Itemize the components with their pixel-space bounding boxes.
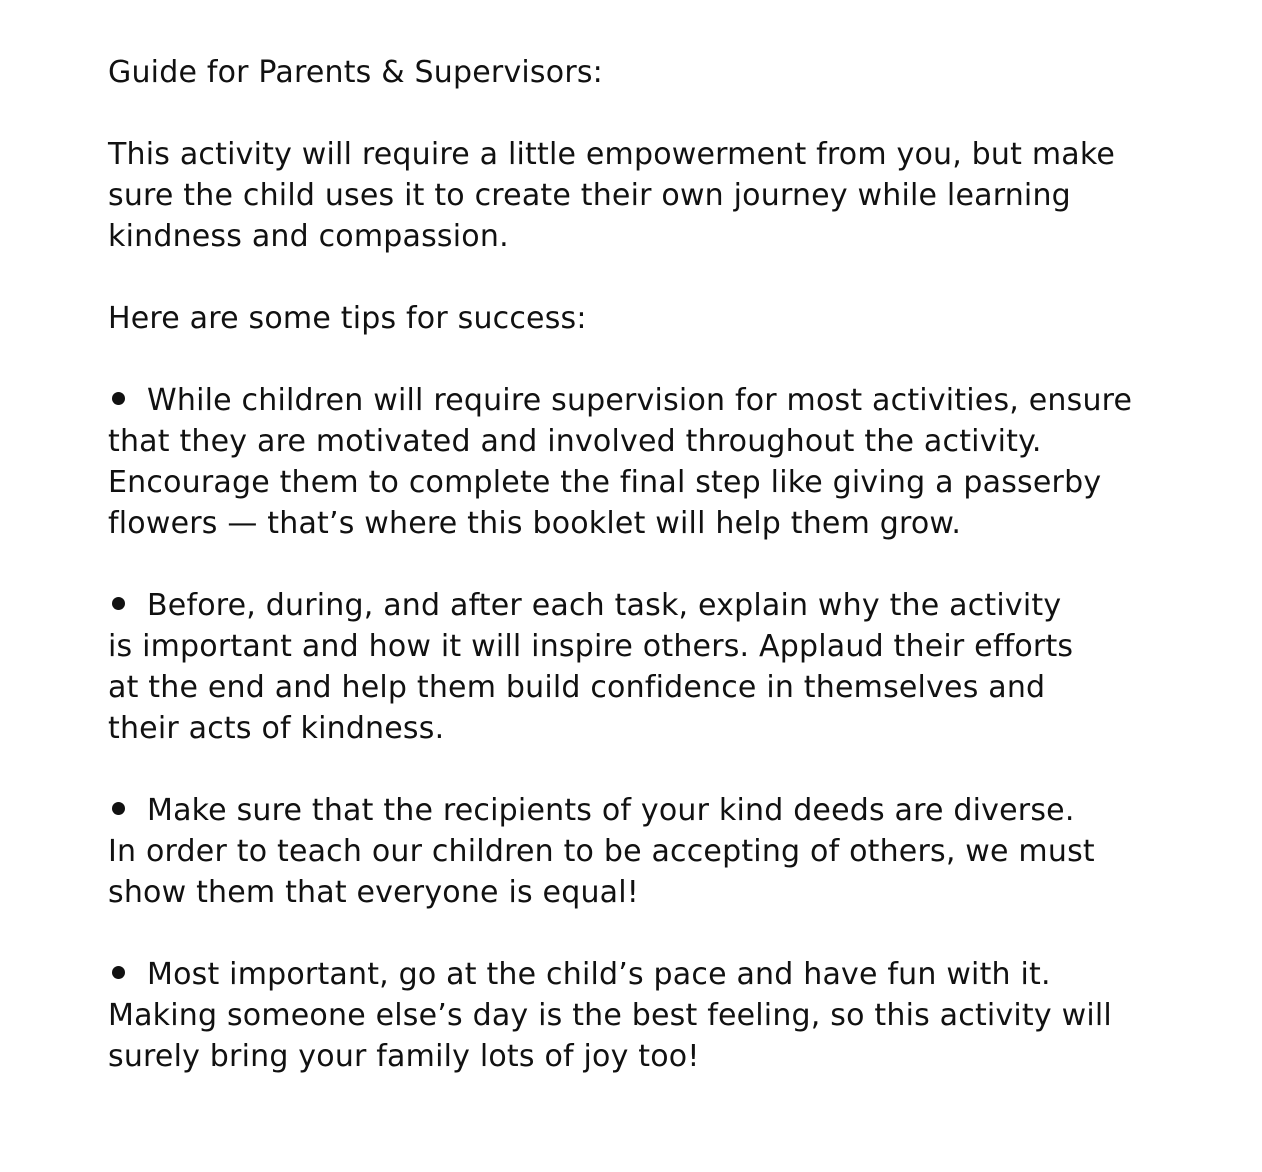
tip-line (108, 790, 1168, 831)
tip-item-2 (108, 585, 1168, 749)
tip-line: Making someone else’s day is the best feeling, so this activity will (108, 998, 1112, 1033)
spacer (108, 257, 1168, 298)
spacer (108, 749, 1168, 790)
bullet-dot-icon (112, 802, 125, 815)
tip-line: Encourage them to complete the final step like giving a passerby (108, 465, 1102, 500)
tips-heading-text: Here are some tips for success: (108, 301, 587, 336)
tip-text: Make sure that the recipients of your kind deeds are diverse. (147, 793, 1075, 828)
tip-line: flowers — that’s where this booklet will help them grow. (108, 506, 962, 541)
tip-line: their acts of kindness. (108, 711, 445, 746)
spacer (108, 93, 1168, 134)
guide-heading (108, 52, 1168, 93)
intro-line: This activity will require a little empowerment from you, but make (108, 137, 1116, 172)
intro-line: sure the child uses it to create their own journey while learning (108, 178, 1071, 213)
tips-heading (108, 298, 1168, 339)
intro-paragraph (108, 134, 1168, 257)
tip-line: surely bring your family lots of joy too! (108, 1039, 700, 1074)
tip-line (108, 380, 1168, 421)
tip-line: that they are motivated and involved throughout the activity. (108, 424, 1042, 459)
intro-line: kindness and compassion. (108, 219, 509, 254)
tip-line: is important and how it will inspire others. Applaud their efforts (108, 629, 1074, 664)
bullet-dot-icon (112, 966, 125, 979)
bullet-dot-icon (112, 392, 125, 405)
heading-text: Guide for Parents & Supervisors: (108, 55, 603, 90)
tip-text: Before, during, and after each task, explain why the activity (147, 588, 1062, 623)
spacer (108, 339, 1168, 380)
guide-page (108, 52, 1168, 1077)
tip-item-4 (108, 954, 1168, 1077)
tip-item-1 (108, 380, 1168, 544)
spacer (108, 544, 1168, 585)
tip-text: While children will require supervision for most activities, ensure (147, 383, 1133, 418)
tip-text: Most important, go at the child’s pace and have fun with it. (147, 957, 1051, 992)
tip-line (108, 954, 1168, 995)
bullet-dot-icon (112, 597, 125, 610)
tip-line: show them that everyone is equal! (108, 875, 639, 910)
tip-line (108, 585, 1168, 626)
tip-line: In order to teach our children to be accepting of others, we must (108, 834, 1095, 869)
spacer (108, 913, 1168, 954)
tip-item-3 (108, 790, 1168, 913)
tip-line: at the end and help them build confidence in themselves and (108, 670, 1046, 705)
